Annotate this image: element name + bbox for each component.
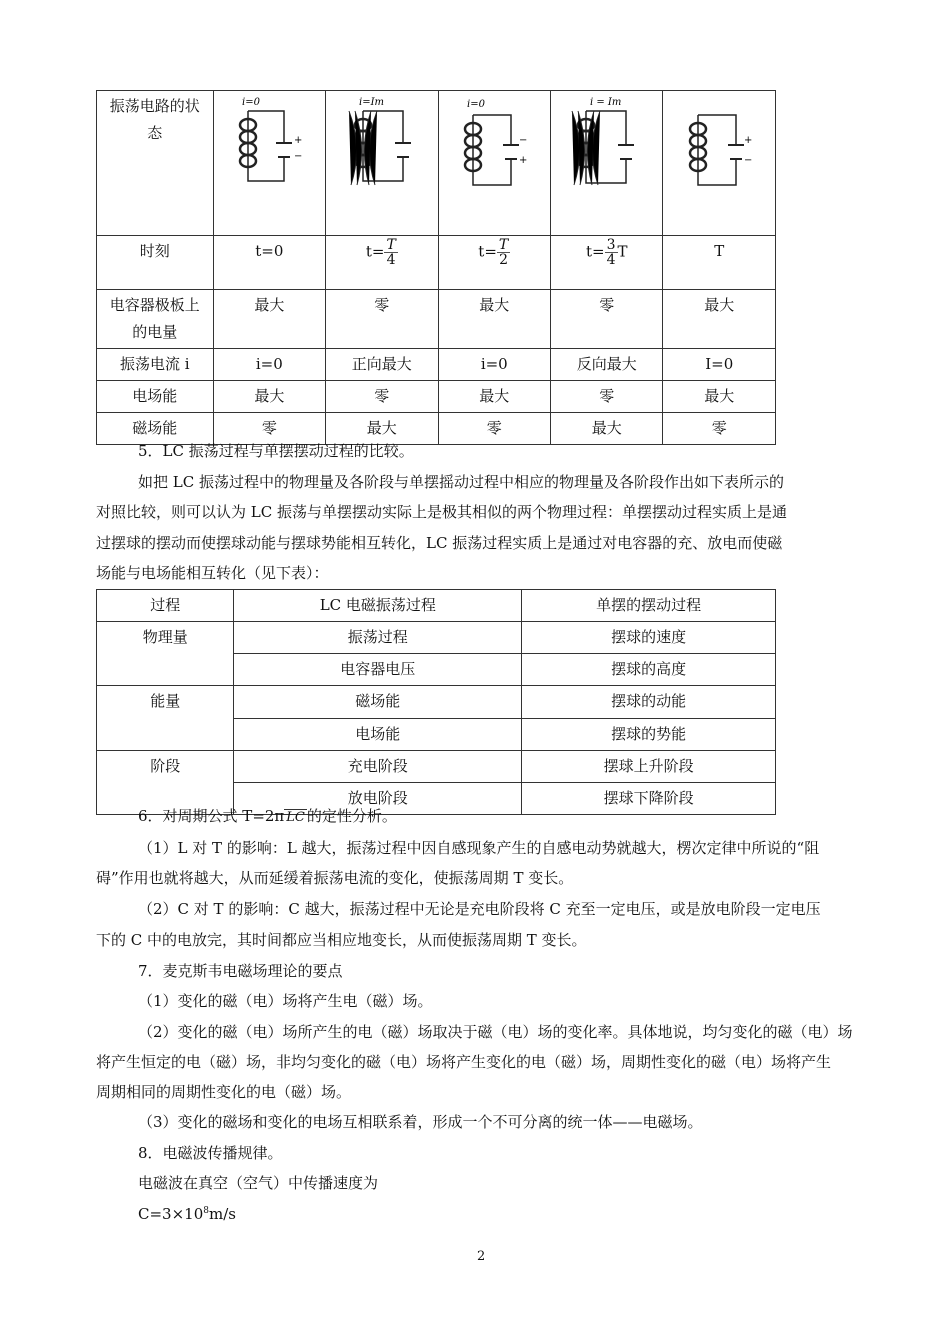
header-cell: 单摆的摆动过程 xyxy=(522,590,776,622)
paragraph-line: 对照比较，则可以认为 LC 振荡与单摆摆动实际上是极其相似的两个物理过程：单摆摆动过程实质上是通 xyxy=(96,503,787,521)
row-label-charge: 电容器极板上的电量 xyxy=(97,290,214,349)
current-cell: i=0 xyxy=(213,349,325,381)
row-label-moment: 时刻 xyxy=(97,236,214,290)
moment-cell: t= $\frac{T}{2}$ xyxy=(438,236,550,290)
pendulum-cell: 摆球的势能 xyxy=(522,719,776,751)
mfield-cell: 最大 xyxy=(326,413,438,445)
section5-heading: 5．LC 振荡过程与单摆摆动过程的比较。 xyxy=(138,442,414,460)
moment-cell: t=0 xyxy=(213,236,325,290)
row-label-current: 振荡电流 i xyxy=(97,349,214,381)
pendulum-cell: 摆球的速度 xyxy=(522,622,776,654)
lc-cell: 放电阶段 xyxy=(234,783,522,815)
current-cell: 正向最大 xyxy=(326,349,438,381)
current-cell: i=0 xyxy=(438,349,550,381)
paragraph-line: 将产生恒定的电（磁）场，非均匀变化的磁（电）场将产生变化的电（磁）场，周期性变化的磁（电）场将产生 xyxy=(96,1053,832,1071)
paragraph-line: 碍”作用也就将越大，从而延缓着振荡电流的变化，使振荡周期 T 变长。 xyxy=(96,869,574,887)
svg-text:+: + xyxy=(744,135,753,146)
lc-cell: 磁场能 xyxy=(234,686,522,719)
mfield-cell: 零 xyxy=(213,413,325,445)
lc-cell: 电场能 xyxy=(234,719,522,751)
group-label: 能量 xyxy=(97,686,234,751)
lc-cell: 电容器电压 xyxy=(234,654,522,686)
diagram-label: i = Im xyxy=(589,97,622,108)
diagram-label: i=0 xyxy=(242,97,261,108)
section7-heading: 7．麦克斯韦电磁场理论的要点 xyxy=(138,962,343,980)
charge-cell: 零 xyxy=(551,290,663,349)
paragraph-line: 场能与电场能相互转化（见下表）： xyxy=(96,564,329,582)
diagram-label: i=Im xyxy=(358,97,384,108)
circuit-diagram-2 xyxy=(326,91,438,236)
speed-formula: $C=3\times 10^8m/s$ xyxy=(138,1205,236,1223)
row-label-state: 振荡电路的状态 xyxy=(97,91,214,236)
circuit-diagram-3 xyxy=(438,91,550,236)
paragraph-line: （1）变化的磁（电）场将产生电（磁）场。 xyxy=(138,992,433,1010)
lc-oscillation-table xyxy=(96,90,776,445)
svg-text:+: + xyxy=(519,155,528,166)
moment-cell: t= $\frac{3}{4}$ T xyxy=(551,236,663,290)
lc-cell: 充电阶段 xyxy=(234,751,522,783)
paragraph-line: （2）变化的磁（电）场所产生的电（磁）场取决于磁（电）场的变化率。具体地说，均匀变化的磁（电）场 xyxy=(138,1023,853,1041)
charge-cell: 零 xyxy=(326,290,438,349)
paragraph-line: 电磁波在真空（空气）中传播速度为 xyxy=(138,1174,379,1192)
charge-cell: 最大 xyxy=(663,290,776,349)
charge-cell: 最大 xyxy=(438,290,550,349)
circuit-diagram-4 xyxy=(551,91,663,236)
pendulum-cell: 摆球的高度 xyxy=(522,654,776,686)
paragraph-line: 下的 C 中的电放完，其时间都应当相应地变长，从而使振荡周期 T 变长。 xyxy=(96,931,587,949)
svg-text:−: − xyxy=(294,151,303,162)
lc-cell: 振荡过程 xyxy=(234,622,522,654)
paragraph-line: （1）L 对 T 的影响：L 越大，振荡过程中因自感现象产生的自感电动势就越大，楞次定律中所说的“阻 xyxy=(138,839,820,857)
efield-cell: 最大 xyxy=(438,381,550,413)
diagram-label: i=0 xyxy=(467,99,486,110)
moment-cell: t= $\frac{T}{4}$ xyxy=(326,236,438,290)
paragraph-line: 过摆球的摆动而使摆球动能与摆球势能相互转化，LC 振荡过程实质上是通过对电容器的充、放电而使磁 xyxy=(96,534,783,552)
section8-heading: 8．电磁波传播规律。 xyxy=(138,1144,283,1162)
circuit-diagram-1 xyxy=(213,91,325,236)
paragraph-line: 如把 LC 振荡过程中的物理量及各阶段与单摆摇动过程中相应的物理量及各阶段作出如下表所示的 xyxy=(138,473,784,491)
efield-cell: 最大 xyxy=(213,381,325,413)
comparison-table xyxy=(96,589,776,815)
moment-cell: T xyxy=(663,236,776,290)
row-label-mfield: 磁场能 xyxy=(97,413,214,445)
efield-cell: 零 xyxy=(551,381,663,413)
mfield-cell: 最大 xyxy=(551,413,663,445)
row-label-efield: 电场能 xyxy=(97,381,214,413)
efield-cell: 最大 xyxy=(663,381,776,413)
sqrt-expression: LC xyxy=(286,810,305,825)
paragraph-line: （2）C 对 T 的影响：C 越大，振荡过程中无论是充电阶段将 C 充至一定电压，或是放电阶段一定电压 xyxy=(138,900,821,918)
efield-cell: 零 xyxy=(326,381,438,413)
page-number: 2 xyxy=(477,1249,486,1264)
mfield-cell: 零 xyxy=(438,413,550,445)
svg-text:−: − xyxy=(519,135,528,146)
current-cell: 反向最大 xyxy=(551,349,663,381)
header-cell: LC 电磁振荡过程 xyxy=(234,590,522,622)
header-cell: 过程 xyxy=(97,590,234,622)
mfield-cell: 零 xyxy=(663,413,776,445)
svg-text:+: + xyxy=(294,135,303,146)
group-label: 阶段 xyxy=(97,751,234,815)
pendulum-cell: 摆球上升阶段 xyxy=(522,751,776,783)
pendulum-cell: 摆球的动能 xyxy=(522,686,776,719)
pendulum-cell: 摆球下降阶段 xyxy=(522,783,776,815)
current-cell: I=0 xyxy=(663,349,776,381)
charge-cell: 最大 xyxy=(213,290,325,349)
paragraph-line: （3）变化的磁场和变化的电场互相联系着，形成一个不可分离的统一体——电磁场。 xyxy=(138,1113,703,1131)
svg-text:−: − xyxy=(744,155,753,166)
circuit-diagram-5 xyxy=(663,91,776,236)
section6-heading: 6．对周期公式 T=2π LC 的定性分析。 xyxy=(138,807,397,825)
paragraph-line: 周期相同的周期性变化的电（磁）场。 xyxy=(96,1083,352,1101)
group-label: 物理量 xyxy=(97,622,234,686)
